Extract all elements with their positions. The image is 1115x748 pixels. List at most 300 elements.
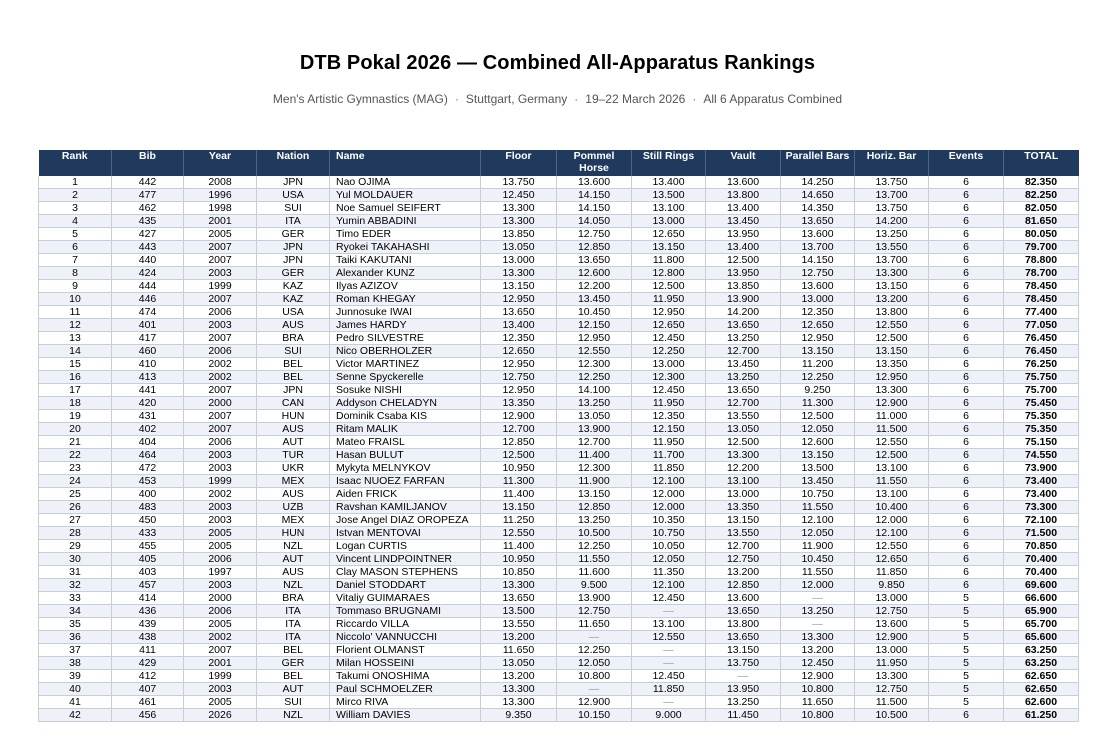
cell-pommel: 12.700	[557, 436, 632, 449]
cell-name: Hasan BULUT	[330, 449, 481, 462]
cell-nation: AUS	[257, 566, 330, 579]
cell-nation: BEL	[257, 371, 330, 384]
cell-floor: 12.850	[481, 436, 557, 449]
cell-vault: 12.850	[706, 579, 781, 592]
cell-pbars: 12.750	[781, 267, 855, 280]
cell-pbars: 12.100	[781, 514, 855, 527]
cell-events: 6	[929, 280, 1004, 293]
cell-hbar: 13.700	[855, 189, 929, 202]
cell-year: 2003	[184, 449, 257, 462]
cell-floor: 11.300	[481, 475, 557, 488]
cell-nation: UKR	[257, 462, 330, 475]
cell-rank: 14	[39, 345, 112, 358]
cell-pommel: 13.900	[557, 592, 632, 605]
cell-events: 6	[929, 540, 1004, 553]
cell-total: 63.250	[1004, 644, 1079, 657]
table-row	[39, 631, 1079, 644]
cell-year: 2006	[184, 306, 257, 319]
cell-rings: 12.450	[632, 384, 706, 397]
table-row	[39, 592, 1079, 605]
cell-rank: 8	[39, 267, 112, 280]
column-header-vault: Vault	[706, 150, 781, 176]
cell-events: 6	[929, 202, 1004, 215]
cell-pommel: —	[557, 631, 632, 644]
cell-bib: 474	[112, 306, 184, 319]
cell-name: Nico OBERHOLZER	[330, 345, 481, 358]
cell-total: 77.400	[1004, 306, 1079, 319]
cell-hbar: 12.750	[855, 605, 929, 618]
cell-nation: KAZ	[257, 293, 330, 306]
cell-year: 2005	[184, 540, 257, 553]
cell-rings: 11.350	[632, 566, 706, 579]
cell-pommel: 12.150	[557, 319, 632, 332]
cell-vault: 13.450	[706, 215, 781, 228]
cell-year: 2007	[184, 644, 257, 657]
cell-nation: SUI	[257, 696, 330, 709]
cell-pbars: 13.600	[781, 280, 855, 293]
cell-hbar: 13.100	[855, 462, 929, 475]
cell-name: James HARDY	[330, 319, 481, 332]
cell-vault: 13.800	[706, 618, 781, 631]
cell-pbars: 13.450	[781, 475, 855, 488]
cell-bib: 464	[112, 449, 184, 462]
cell-hbar: 12.500	[855, 449, 929, 462]
cell-hbar: 13.700	[855, 254, 929, 267]
cell-year: 2003	[184, 501, 257, 514]
cell-year: 2002	[184, 488, 257, 501]
cell-vault: 13.600	[706, 176, 781, 189]
cell-floor: 11.400	[481, 488, 557, 501]
table-row	[39, 553, 1079, 566]
cell-pommel: 10.450	[557, 306, 632, 319]
cell-bib: 411	[112, 644, 184, 657]
cell-floor: 12.500	[481, 449, 557, 462]
cell-rings: 10.350	[632, 514, 706, 527]
cell-total: 70.400	[1004, 553, 1079, 566]
cell-events: 6	[929, 176, 1004, 189]
cell-pbars: 12.650	[781, 319, 855, 332]
cell-pommel: 10.500	[557, 527, 632, 540]
cell-name: Isaac NUOEZ FARFAN	[330, 475, 481, 488]
cell-rank: 10	[39, 293, 112, 306]
cell-name: Tommaso BRUGNAMI	[330, 605, 481, 618]
cell-events: 6	[929, 410, 1004, 423]
cell-floor: 13.500	[481, 605, 557, 618]
cell-nation: AUS	[257, 319, 330, 332]
cell-rank: 16	[39, 371, 112, 384]
table-row	[39, 683, 1079, 696]
cell-events: 5	[929, 696, 1004, 709]
table-row	[39, 267, 1079, 280]
cell-total: 76.250	[1004, 358, 1079, 371]
cell-pommel: 12.850	[557, 501, 632, 514]
cell-hbar: 13.250	[855, 228, 929, 241]
cell-pbars: 12.250	[781, 371, 855, 384]
cell-floor: 13.750	[481, 176, 557, 189]
cell-pbars: 10.750	[781, 488, 855, 501]
cell-pbars: 13.150	[781, 449, 855, 462]
cell-total: 81.650	[1004, 215, 1079, 228]
cell-bib: 461	[112, 696, 184, 709]
table-row	[39, 254, 1079, 267]
cell-events: 5	[929, 657, 1004, 670]
cell-name: Timo EDER	[330, 228, 481, 241]
cell-pbars: 12.350	[781, 306, 855, 319]
cell-total: 65.900	[1004, 605, 1079, 618]
cell-rank: 34	[39, 605, 112, 618]
cell-total: 78.800	[1004, 254, 1079, 267]
cell-nation: JPN	[257, 241, 330, 254]
cell-nation: USA	[257, 189, 330, 202]
cell-floor: 13.650	[481, 592, 557, 605]
cell-rank: 31	[39, 566, 112, 579]
cell-hbar: 10.400	[855, 501, 929, 514]
cell-pbars: 12.600	[781, 436, 855, 449]
cell-bib: 400	[112, 488, 184, 501]
cell-nation: JPN	[257, 254, 330, 267]
cell-rank: 30	[39, 553, 112, 566]
cell-rings: 12.450	[632, 592, 706, 605]
cell-rings: 11.700	[632, 449, 706, 462]
cell-name: Vitaliy GUIMARAES	[330, 592, 481, 605]
cell-vault: 13.150	[706, 514, 781, 527]
cell-rank: 22	[39, 449, 112, 462]
cell-rings: 12.450	[632, 332, 706, 345]
table-row	[39, 501, 1079, 514]
cell-total: 75.700	[1004, 384, 1079, 397]
cell-pbars: 13.500	[781, 462, 855, 475]
cell-name: Mykyta MELNYKOV	[330, 462, 481, 475]
cell-bib: 453	[112, 475, 184, 488]
cell-total: 65.600	[1004, 631, 1079, 644]
cell-name: Takumi ONOSHIMA	[330, 670, 481, 683]
cell-rings: 9.000	[632, 709, 706, 722]
cell-floor: 12.950	[481, 293, 557, 306]
cell-floor: 13.300	[481, 696, 557, 709]
cell-total: 70.400	[1004, 566, 1079, 579]
cell-hbar: 12.900	[855, 631, 929, 644]
cell-vault: 14.200	[706, 306, 781, 319]
cell-floor: 12.900	[481, 410, 557, 423]
cell-bib: 413	[112, 371, 184, 384]
cell-hbar: 13.300	[855, 384, 929, 397]
cell-rank: 23	[39, 462, 112, 475]
cell-nation: ITA	[257, 605, 330, 618]
cell-nation: TUR	[257, 449, 330, 462]
cell-hbar: 13.600	[855, 618, 929, 631]
cell-hbar: 13.200	[855, 293, 929, 306]
cell-year: 1999	[184, 475, 257, 488]
cell-events: 6	[929, 384, 1004, 397]
cell-vault: 13.150	[706, 644, 781, 657]
cell-pbars: 11.900	[781, 540, 855, 553]
cell-nation: AUS	[257, 423, 330, 436]
cell-nation: NZL	[257, 709, 330, 722]
cell-nation: ITA	[257, 618, 330, 631]
cell-bib: 456	[112, 709, 184, 722]
cell-pommel: 14.050	[557, 215, 632, 228]
cell-bib: 443	[112, 241, 184, 254]
column-header-hbar: Horiz. Bar	[855, 150, 929, 176]
cell-name: Milan HOSSEINI	[330, 657, 481, 670]
cell-floor: 12.700	[481, 423, 557, 436]
cell-events: 6	[929, 709, 1004, 722]
cell-vault: 13.300	[706, 449, 781, 462]
cell-total: 76.450	[1004, 345, 1079, 358]
cell-pbars: —	[781, 618, 855, 631]
table-row	[39, 514, 1079, 527]
table-row	[39, 345, 1079, 358]
cell-vault: 13.650	[706, 319, 781, 332]
cell-events: 5	[929, 605, 1004, 618]
cell-rings: 12.500	[632, 280, 706, 293]
cell-year: 2006	[184, 605, 257, 618]
cell-hbar: 12.500	[855, 332, 929, 345]
cell-bib: 477	[112, 189, 184, 202]
cell-bib: 405	[112, 553, 184, 566]
cell-pommel: 12.250	[557, 371, 632, 384]
column-header-events: Events	[929, 150, 1004, 176]
cell-floor: 13.200	[481, 631, 557, 644]
cell-pommel: 13.150	[557, 488, 632, 501]
cell-hbar: 11.500	[855, 423, 929, 436]
cell-nation: CAN	[257, 397, 330, 410]
cell-events: 6	[929, 358, 1004, 371]
cell-hbar: 11.950	[855, 657, 929, 670]
cell-rings: —	[632, 605, 706, 618]
cell-nation: USA	[257, 306, 330, 319]
cell-events: 6	[929, 579, 1004, 592]
cell-floor: 13.050	[481, 657, 557, 670]
cell-vault: 12.700	[706, 397, 781, 410]
column-header-nation: Nation	[257, 150, 330, 176]
cell-total: 79.700	[1004, 241, 1079, 254]
cell-total: 75.450	[1004, 397, 1079, 410]
column-header-name: Name	[330, 150, 481, 176]
cell-bib: 420	[112, 397, 184, 410]
cell-rings: —	[632, 657, 706, 670]
cell-nation: JPN	[257, 384, 330, 397]
cell-rings: 13.100	[632, 618, 706, 631]
cell-hbar: 11.500	[855, 696, 929, 709]
cell-pommel: 11.650	[557, 618, 632, 631]
cell-pbars: —	[781, 592, 855, 605]
cell-bib: 402	[112, 423, 184, 436]
table-row	[39, 449, 1079, 462]
cell-floor: 10.950	[481, 462, 557, 475]
cell-events: 6	[929, 241, 1004, 254]
cell-vault: 13.600	[706, 592, 781, 605]
cell-nation: AUT	[257, 683, 330, 696]
cell-floor: 12.350	[481, 332, 557, 345]
cell-vault: 13.950	[706, 683, 781, 696]
cell-pbars: 12.000	[781, 579, 855, 592]
table-row	[39, 410, 1079, 423]
cell-total: 78.700	[1004, 267, 1079, 280]
cell-hbar: 12.000	[855, 514, 929, 527]
table-row	[39, 384, 1079, 397]
cell-total: 61.250	[1004, 709, 1079, 722]
cell-vault: 13.650	[706, 631, 781, 644]
cell-pommel: 12.550	[557, 345, 632, 358]
cell-name: Roman KHEGAY	[330, 293, 481, 306]
cell-rings: 12.550	[632, 631, 706, 644]
cell-pommel: 14.100	[557, 384, 632, 397]
cell-rank: 15	[39, 358, 112, 371]
cell-pbars: 10.800	[781, 683, 855, 696]
cell-pbars: 11.300	[781, 397, 855, 410]
cell-bib: 401	[112, 319, 184, 332]
cell-pommel: 12.300	[557, 358, 632, 371]
cell-pommel: 14.150	[557, 202, 632, 215]
cell-year: 2007	[184, 332, 257, 345]
cell-floor: 13.200	[481, 670, 557, 683]
table-row	[39, 462, 1079, 475]
page-title: DTB Pokal 2026 — Combined All-Apparatus Rankings	[299, 52, 816, 74]
cell-events: 6	[929, 553, 1004, 566]
cell-floor: 13.300	[481, 202, 557, 215]
cell-name: Riccardo VILLA	[330, 618, 481, 631]
cell-pbars: 11.650	[781, 696, 855, 709]
cell-rank: 33	[39, 592, 112, 605]
cell-hbar: 12.550	[855, 540, 929, 553]
cell-floor: 11.250	[481, 514, 557, 527]
cell-nation: NZL	[257, 579, 330, 592]
cell-bib: 431	[112, 410, 184, 423]
cell-pbars: 10.450	[781, 553, 855, 566]
cell-name: Alexander KUNZ	[330, 267, 481, 280]
cell-floor: 12.950	[481, 384, 557, 397]
cell-pommel: 11.550	[557, 553, 632, 566]
cell-nation: BEL	[257, 644, 330, 657]
table-row	[39, 176, 1079, 189]
cell-bib: 440	[112, 254, 184, 267]
cell-name: Taiki KAKUTANI	[330, 254, 481, 267]
cell-bib: 427	[112, 228, 184, 241]
cell-bib: 438	[112, 631, 184, 644]
cell-hbar: 12.550	[855, 436, 929, 449]
cell-bib: 433	[112, 527, 184, 540]
table-row	[39, 579, 1079, 592]
cell-total: 65.700	[1004, 618, 1079, 631]
cell-vault: 13.450	[706, 358, 781, 371]
cell-events: 6	[929, 215, 1004, 228]
subtitle-discipline: Men's Artistic Gymnastics (MAG)	[272, 92, 448, 106]
cell-hbar: 13.350	[855, 358, 929, 371]
cell-name: Clay MASON STEPHENS	[330, 566, 481, 579]
cell-rings: 13.500	[632, 189, 706, 202]
cell-total: 76.450	[1004, 332, 1079, 345]
cell-vault: 12.750	[706, 553, 781, 566]
table-row	[39, 566, 1079, 579]
cell-events: 6	[929, 514, 1004, 527]
cell-year: 2006	[184, 436, 257, 449]
cell-events: 5	[929, 644, 1004, 657]
cell-pommel: 12.250	[557, 644, 632, 657]
cell-year: 2006	[184, 553, 257, 566]
cell-hbar: 13.750	[855, 202, 929, 215]
cell-rank: 9	[39, 280, 112, 293]
cell-vault: 13.550	[706, 410, 781, 423]
cell-rank: 18	[39, 397, 112, 410]
table-row	[39, 241, 1079, 254]
cell-pbars: 14.150	[781, 254, 855, 267]
cell-rank: 5	[39, 228, 112, 241]
cell-total: 74.550	[1004, 449, 1079, 462]
cell-rings: 12.250	[632, 345, 706, 358]
cell-bib: 462	[112, 202, 184, 215]
cell-year: 1999	[184, 280, 257, 293]
cell-rank: 4	[39, 215, 112, 228]
cell-hbar: 14.200	[855, 215, 929, 228]
cell-nation: NZL	[257, 540, 330, 553]
cell-total: 78.450	[1004, 280, 1079, 293]
cell-rings: 10.050	[632, 540, 706, 553]
cell-total: 66.600	[1004, 592, 1079, 605]
cell-bib: 436	[112, 605, 184, 618]
cell-total: 80.050	[1004, 228, 1079, 241]
cell-events: 6	[929, 449, 1004, 462]
cell-total: 72.100	[1004, 514, 1079, 527]
cell-year: 2005	[184, 618, 257, 631]
subtitle-separator: ·	[454, 92, 459, 106]
cell-floor: 12.750	[481, 371, 557, 384]
table-row	[39, 540, 1079, 553]
cell-pommel: 12.250	[557, 540, 632, 553]
cell-hbar: 13.150	[855, 280, 929, 293]
cell-year: 2005	[184, 696, 257, 709]
cell-events: 6	[929, 475, 1004, 488]
cell-pommel: 11.600	[557, 566, 632, 579]
cell-events: 5	[929, 618, 1004, 631]
cell-events: 5	[929, 683, 1004, 696]
cell-events: 6	[929, 189, 1004, 202]
cell-bib: 457	[112, 579, 184, 592]
cell-pommel: 12.050	[557, 657, 632, 670]
cell-year: 2005	[184, 228, 257, 241]
cell-name: Nao OJIMA	[330, 176, 481, 189]
cell-pommel: 13.650	[557, 254, 632, 267]
table-row	[39, 618, 1079, 631]
cell-hbar: 13.550	[855, 241, 929, 254]
cell-pommel: 12.200	[557, 280, 632, 293]
table-row	[39, 358, 1079, 371]
cell-rank: 21	[39, 436, 112, 449]
cell-rings: 11.850	[632, 462, 706, 475]
cell-year: 2000	[184, 592, 257, 605]
cell-rings: 13.000	[632, 358, 706, 371]
cell-pbars: 12.450	[781, 657, 855, 670]
cell-rings: 11.850	[632, 683, 706, 696]
cell-floor: 11.400	[481, 540, 557, 553]
cell-vault: 12.200	[706, 462, 781, 475]
cell-events: 6	[929, 319, 1004, 332]
cell-nation: MEX	[257, 475, 330, 488]
cell-rings: 13.100	[632, 202, 706, 215]
cell-events: 5	[929, 670, 1004, 683]
cell-floor: 13.300	[481, 267, 557, 280]
column-header-pbars: Parallel Bars	[781, 150, 855, 176]
cell-rings: 12.050	[632, 553, 706, 566]
cell-events: 6	[929, 345, 1004, 358]
column-header-total: TOTAL	[1004, 150, 1079, 176]
table-row	[39, 709, 1079, 722]
table-row	[39, 319, 1079, 332]
table-row	[39, 657, 1079, 670]
cell-name: Ilyas AZIZOV	[330, 280, 481, 293]
cell-pbars: 13.200	[781, 644, 855, 657]
cell-events: 6	[929, 462, 1004, 475]
